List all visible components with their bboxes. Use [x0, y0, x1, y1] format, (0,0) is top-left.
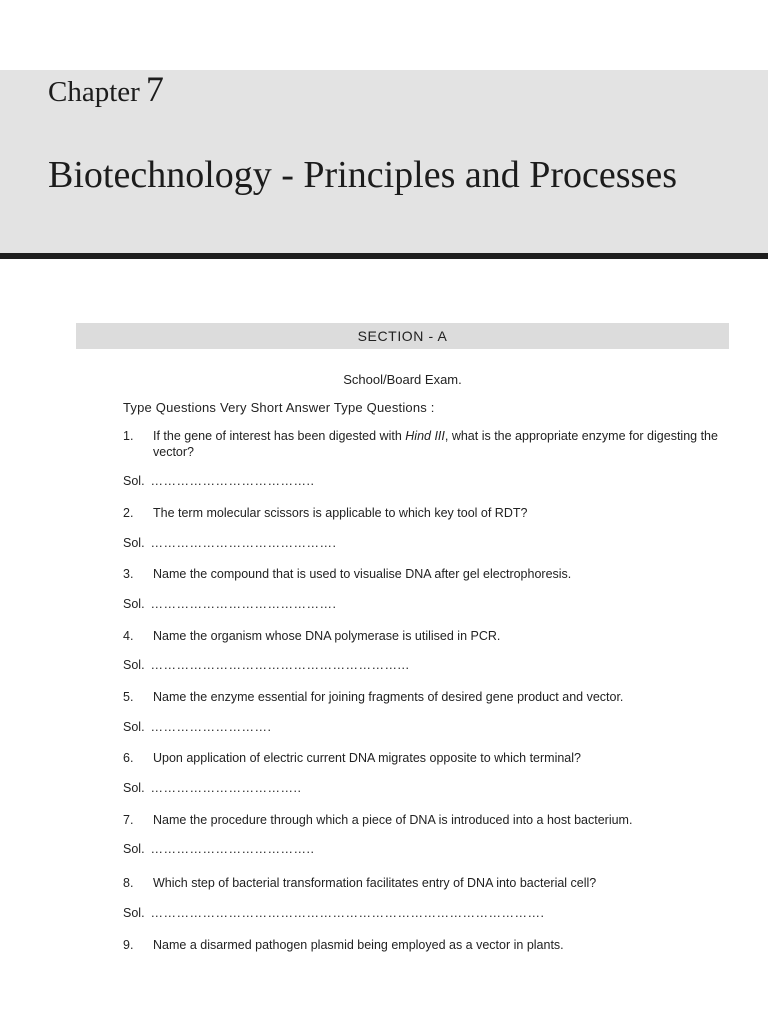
chapter-label [48, 68, 164, 110]
solution-line [123, 597, 337, 611]
question-text-italic: Hind III [405, 429, 445, 443]
sol-label: Sol. [123, 658, 145, 672]
sol-label: Sol. [123, 474, 145, 488]
question-text: Name the organism whose DNA polymerase is utilised in PCR. [153, 629, 501, 643]
header-divider [0, 253, 768, 259]
chapter-word: Chapter [48, 76, 140, 108]
question-text: Name the compound that is used to visualise DNA after gel electrophoresis. [153, 567, 572, 581]
question-number: 9. [123, 938, 134, 952]
solution-line [123, 474, 315, 488]
question-number: 4. [123, 629, 134, 643]
sol-dots: …………………………….. [150, 781, 302, 795]
sol-dots: ……………………………………. [150, 536, 337, 550]
solution-line [123, 658, 409, 672]
solution-line [123, 781, 302, 795]
question-text: Which step of bacterial transformation facilitates entry of DNA into bacterial cell? [153, 876, 597, 890]
question-item [123, 505, 728, 521]
section-bar [76, 323, 729, 349]
question-number: 7. [123, 813, 134, 827]
sol-dots: …………………………………………………... [150, 658, 410, 672]
sol-label: Sol. [123, 842, 145, 856]
question-text: Name the procedure through which a piece of DNA is introduced into a host bacterium. [153, 813, 633, 827]
question-text: Name the enzyme essential for joining fragments of desired gene product and vector. [153, 690, 624, 704]
question-number: 6. [123, 751, 134, 765]
sol-dots: ……………………………….. [150, 474, 315, 488]
sol-label: Sol. [123, 781, 145, 795]
chapter-number: 7 [145, 69, 164, 109]
solution-line [123, 906, 545, 920]
question-number: 2. [123, 506, 134, 520]
question-text [153, 428, 728, 460]
sol-dots: ………………………………………………………………………………. [150, 906, 545, 920]
question-number: 3. [123, 567, 134, 581]
section-label: SECTION - A [357, 328, 448, 344]
question-number: 1. [123, 429, 134, 443]
section-intro: Type Questions Very Short Answer Type Questions : [123, 400, 435, 415]
question-item [123, 689, 728, 705]
section-subheading: School/Board Exam. [343, 372, 462, 387]
question-text-part: If the gene of interest has been digested with [153, 429, 406, 443]
sol-label: Sol. [123, 536, 145, 550]
sol-dots: ………………………. [150, 720, 272, 734]
question-item [123, 428, 728, 460]
question-number: 5. [123, 690, 134, 704]
question-item [123, 875, 728, 891]
sol-label: Sol. [123, 720, 145, 734]
question-text: The term molecular scissors is applicable to which key tool of RDT? [153, 506, 528, 520]
chapter-title: Biotechnology - Principles and Processes [48, 154, 678, 196]
question-text-part: , what is the appropriate enzyme for digesting the vector? [153, 429, 718, 459]
question-text: Upon application of electric current DNA migrates opposite to which terminal? [153, 751, 581, 765]
sol-label: Sol. [123, 597, 145, 611]
sol-dots: ……………………………….. [150, 842, 315, 856]
question-text: Name a disarmed pathogen plasmid being employed as a vector in plants. [153, 938, 564, 952]
solution-line [123, 842, 315, 856]
sol-dots: ……………………………………. [150, 597, 337, 611]
question-item [123, 628, 728, 644]
question-item [123, 937, 728, 953]
solution-line [123, 536, 337, 550]
solution-line [123, 720, 272, 734]
sol-label: Sol. [123, 906, 145, 920]
question-item [123, 750, 728, 766]
question-item [123, 566, 728, 582]
question-number: 8. [123, 876, 134, 890]
question-item [123, 812, 728, 828]
